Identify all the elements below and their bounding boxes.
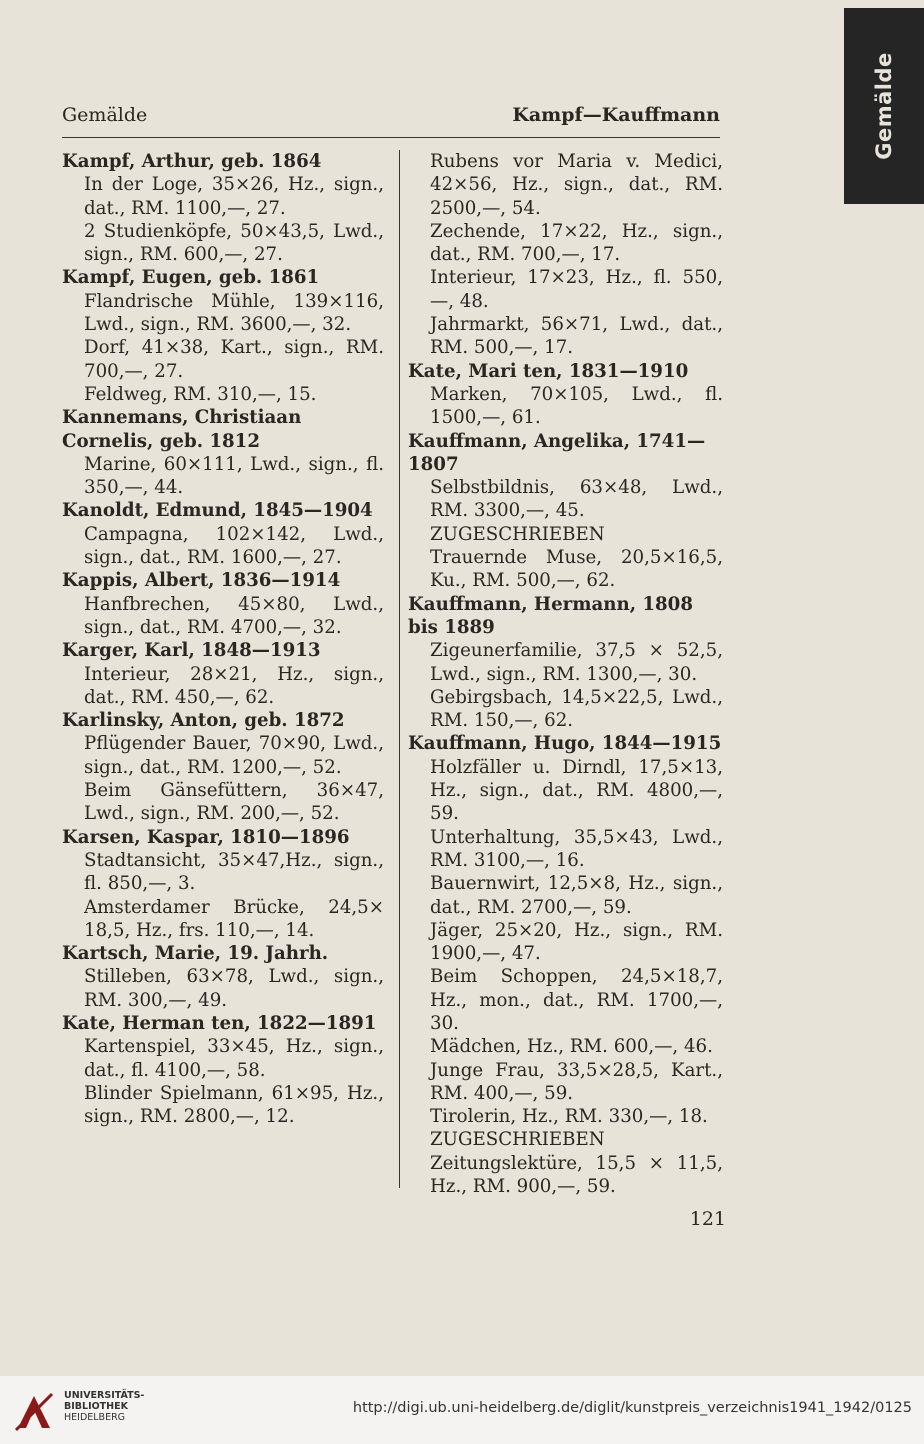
artwork-listing: Marine, 60×111, Lwd., sign., fl. 350,—, 44.: [84, 453, 384, 499]
thumb-tab-label: Gemälde: [872, 52, 896, 160]
footer-bar: [0, 1376, 924, 1444]
artwork-listing: Gebirgsbach, 14,5×22,5, Lwd., RM. 150,—, 62.: [430, 686, 723, 732]
artwork-listing: Selbstbildnis, 63×48, Lwd., RM. 3300,—, 45.: [430, 477, 723, 522]
artist-name: Kanoldt, Edmund, 1845—1904: [62, 500, 373, 522]
artwork-listing: Stadtansicht, 35×47,Hz., sign., fl. 850,—, 3.: [84, 849, 384, 895]
artwork-listing: Jahrmarkt, 56×71, Lwd., dat., RM. 500,—, 17.: [430, 314, 723, 359]
running-head-right: Kampf—Kauffmann: [512, 104, 720, 126]
catalog-entry: [62, 1012, 384, 1128]
catalog-entry: [408, 732, 723, 1198]
artwork-listing: Campagna, 102×142, Lwd., sign., dat., RM. 1600,—, 27.: [84, 523, 384, 569]
library-name-line-3: HEIDELBERG: [64, 1412, 126, 1423]
page-number: 121: [689, 1208, 726, 1230]
artist-name: Kartsch, Marie, 19. Jahrh.: [62, 943, 329, 965]
artwork-listing: Zeitungslektüre, 15,5 × 11,5, Hz., RM. 900,—, 59.: [430, 1152, 723, 1198]
source-url-link[interactable]: http://digi.ub.uni-heidelberg.de/diglit/kunstpreis_verzeichnis1941_1942/0125: [352, 1400, 912, 1416]
catalog-entry: [62, 826, 384, 942]
artwork-listing: Flandrische Mühle, 139×116, Lwd., sign., RM. 3600,—, 32.: [84, 290, 384, 336]
artwork-listing: Dorf, 41×38, Kart., sign., RM. 700,—, 27.: [84, 337, 384, 382]
artist-name: Karlinsky, Anton, geb. 1872: [62, 710, 345, 732]
artwork-listing: Mädchen, Hz., RM. 600,—, 46.: [430, 1036, 713, 1058]
right-column: [408, 150, 723, 1198]
artwork-listing: Bauernwirt, 12,5×8, Hz., sign., dat., RM. 2700,—, 59.: [430, 873, 723, 918]
artwork-listing: Holzfäller u. Dirndl, 17,5×13, Hz., sign., dat., RM. 4800,—, 59.: [430, 756, 723, 825]
catalog-entry: [408, 150, 723, 360]
catalog-entry: [62, 266, 384, 406]
header-rule: [62, 137, 720, 138]
catalog-entry: [408, 430, 723, 593]
artwork-listing: 2 Studienköpfe, 50×43,5, Lwd., sign., RM. 600,—, 27.: [84, 220, 384, 266]
artist-name: Kauffmann, Hermann, 1808 bis 1889: [408, 593, 693, 638]
library-name: [64, 1390, 144, 1423]
column-divider: [399, 150, 400, 1188]
catalog-entry: [62, 709, 384, 825]
running-head-left: Gemälde: [62, 104, 148, 126]
artwork-listing: Zechende, 17×22, Hz., sign., dat., RM. 700,—, 17.: [430, 220, 723, 266]
artist-name: Karsen, Kaspar, 1810—1896: [62, 826, 350, 848]
artwork-listing: Kartenspiel, 33×45, Hz., sign., dat., fl. 4100,—, 58.: [84, 1036, 384, 1081]
artwork-listing: Unterhaltung, 35,5×43, Lwd., RM. 3100,—, 16.: [430, 826, 723, 871]
artist-name: Kappis, Albert, 1836—1914: [62, 570, 341, 592]
artwork-listing: Rubens vor Maria v. Medici, 42×56, Hz., sign., dat., RM. 2500,—, 54.: [430, 151, 723, 219]
artwork-listing: In der Loge, 35×26, Hz., sign., dat., RM. 1100,—, 27.: [84, 174, 384, 219]
catalog-entry: [62, 406, 384, 499]
artist-name: Kampf, Arthur, geb. 1864: [62, 151, 322, 172]
library-name-line-1: UNIVERSITÄTS-: [64, 1390, 145, 1401]
section-thumb-tab: [844, 8, 924, 204]
artist-name: Kate, Mari ten, 1831—1910: [408, 360, 689, 382]
catalog-entry: [408, 360, 723, 430]
library-logo-icon: [12, 1390, 56, 1434]
artwork-listing: Jäger, 25×20, Hz., sign., RM. 1900,—, 47.: [430, 919, 723, 965]
catalog-entry: [408, 593, 723, 733]
artwork-listing: Feldweg, RM. 310,—, 15.: [84, 383, 317, 405]
artwork-listing: Interieur, 28×21, Hz., sign., dat., RM. 450,—, 62.: [84, 663, 384, 708]
catalog-entry: [62, 942, 384, 1012]
library-name-line-2: BIBLIOTHEK: [64, 1401, 128, 1412]
left-column: [62, 150, 384, 1128]
catalog-entry: [62, 569, 384, 639]
artwork-listing: Junge Frau, 33,5×28,5, Kart., RM. 400,—, 59.: [430, 1059, 723, 1104]
artwork-listing: Tirolerin, Hz., RM. 330,—, 18.: [430, 1106, 708, 1128]
artwork-listing: Beim Schoppen, 24,5×18,7, Hz., mon., dat., RM. 1700,—, 30.: [430, 966, 723, 1034]
catalog-entry: [62, 639, 384, 709]
artwork-listing: Beim Gänsefüttern, 36×47, Lwd., sign., RM. 200,—, 52.: [84, 780, 384, 825]
artwork-listing: Interieur, 17×23, Hz., fl. 550,—, 48.: [430, 267, 723, 312]
artwork-listing: ZUGESCHRIEBEN: [430, 1129, 605, 1151]
artwork-listing: Amsterdamer Brücke, 24,5× 18,5, Hz., frs. 110,—, 14.: [84, 896, 384, 941]
running-head: [62, 104, 720, 132]
artist-name: Kate, Herman ten, 1822—1891: [62, 1012, 377, 1034]
artwork-listing: Blinder Spielmann, 61×95, Hz., sign., RM. 2800,—, 12.: [84, 1082, 384, 1128]
artist-name: Kauffmann, Angelika, 1741—1807: [408, 430, 706, 475]
artwork-listing: Hanfbrechen, 45×80, Lwd., sign., dat., RM. 4700,—, 32.: [84, 593, 384, 638]
catalog-entry: [62, 150, 384, 266]
artwork-listing: Marken, 70×105, Lwd., fl. 1500,—, 61.: [430, 383, 723, 429]
artist-name: Karger, Karl, 1848—1913: [62, 640, 321, 662]
catalog-entry: [62, 499, 384, 569]
artwork-listing: Zigeunerfamilie, 37,5 × 52,5, Lwd., sign., RM. 1300,—, 30.: [430, 640, 723, 685]
artwork-listing: Pflügender Bauer, 70×90, Lwd., sign., dat., RM. 1200,—, 52.: [84, 733, 384, 778]
artwork-listing: Stilleben, 63×78, Lwd., sign., RM. 300,—, 49.: [84, 966, 384, 1011]
artwork-listing: Trauernde Muse, 20,5×16,5, Ku., RM. 500,—, 62.: [430, 547, 723, 592]
artist-name: Kannemans, Christiaan Cornelis, geb. 1812: [62, 407, 302, 452]
artist-name: Kampf, Eugen, geb. 1861: [62, 267, 320, 289]
artist-name: Kauffmann, Hugo, 1844—1915: [408, 733, 722, 755]
artwork-listing: ZUGESCHRIEBEN: [430, 523, 605, 545]
